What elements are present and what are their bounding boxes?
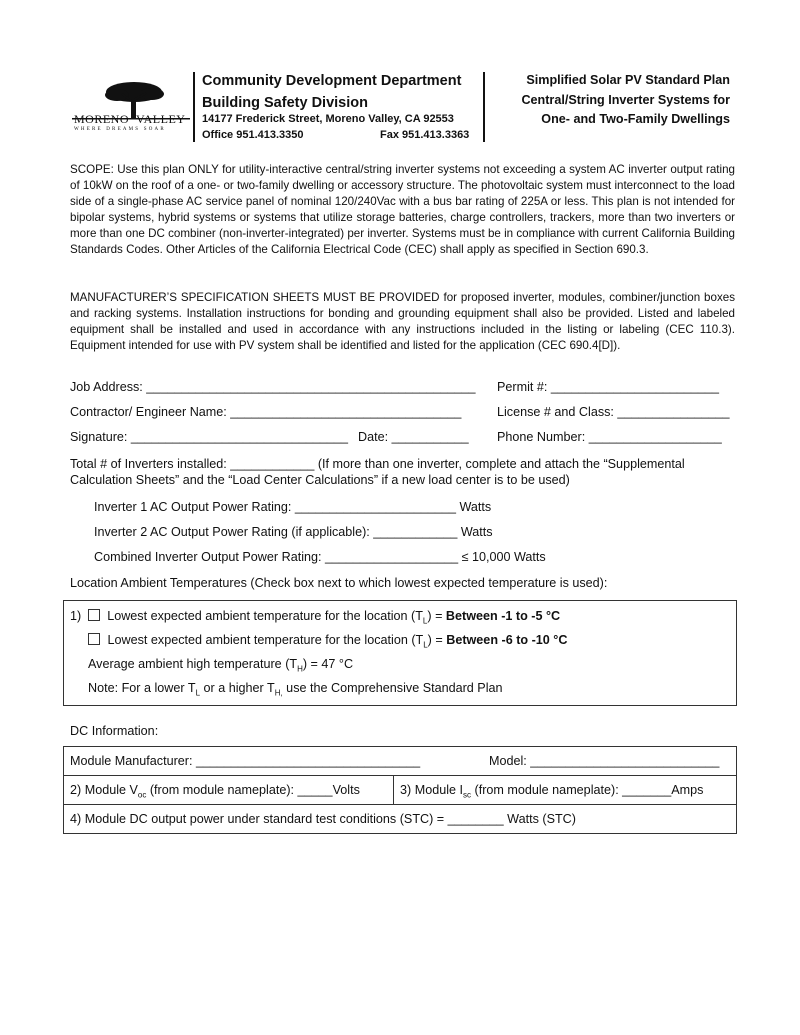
avg-high-temp: Average ambient high temperature $(T_H) = 47$ °C xyxy=(88,657,354,674)
module-voc-field[interactable]: 2) Module $V_{oc}$ (from module nameplate): _____Volts xyxy=(70,783,360,800)
dc-info-heading: DC Information: xyxy=(70,724,159,738)
logo-word-moreno: MORENO xyxy=(74,112,130,126)
temp-range2-checkbox[interactable] xyxy=(88,633,100,645)
contractor-field[interactable]: Contractor/ Engineer Name: _________________________________ xyxy=(70,405,462,419)
permit-field[interactable]: Permit #: ________________________ xyxy=(497,380,719,394)
temp-range2-label: Between -6 to -10 °C xyxy=(446,633,568,647)
module-manufacturer-field[interactable]: Module Manufacturer: ________________________________ xyxy=(70,754,421,768)
module-isc-field[interactable]: 3) Module $I_{sc}$ (from module nameplate): _______Amps xyxy=(400,783,704,800)
temp-option-2: Lowest expected ambient temperature for the location $(T_L)$ = Between -6 to -10 °C xyxy=(88,633,567,650)
header-divider-left xyxy=(193,72,195,142)
manufacturer-paragraph: MANUFACTURER’S SPECIFICATION SHEETS MUST BE PROVIDED for proposed inverter, modules, combiner/junction boxes and racking systems. Installation instructions for bonding and grounding equipment shall also be provided. Listed and labeled equipment shall be installed and used in accordance with any instructions included in the listing or labeling (CEC 110.3). Equipment intended for use with PV system shall be identified and listed for the application (CEC 690.4[D]). xyxy=(70,291,735,352)
temp-option-1: 1) Lowest expected ambient temperature for the location $(T_L)$ = Between -1 to -5 °C xyxy=(70,609,561,626)
phone-field[interactable]: Phone Number: ___________________ xyxy=(497,430,722,444)
module-stc-field[interactable]: 4) Module DC output power under standard test conditions (STC) = ________ Watts (STC) xyxy=(70,812,576,826)
department-address: 14177 Frederick Street, Moreno Valley, CA 92553 xyxy=(202,113,454,125)
fax-number: Fax 951.413.3363 xyxy=(380,129,470,141)
signature-field[interactable]: Signature: _______________________________ xyxy=(70,430,349,444)
inverter2-rating-field[interactable]: Inverter 2 AC Output Power Rating (if applicable): ____________ Watts xyxy=(94,525,493,539)
division-name: Building Safety Division xyxy=(202,95,368,111)
item-number: 1) xyxy=(70,609,82,623)
plan-title-line3: One- and Two-Family Dwellings xyxy=(541,112,730,126)
job-address-field[interactable]: Job Address: _______________________________________________ xyxy=(70,380,476,394)
scope-paragraph: SCOPE: Use this plan ONLY for utility-interactive central/string inverter systems not exceeding a system AC inverter output rating of 10kW on the roof of a one- or two-family dwelling or accessory structure. The photovoltaic system must interconnect to the load side of a single-phase AC service panel of nominal 120/240Vac with a bus bar rating of 225A or less. This plan is not intended for bipolar systems, hybrid systems or systems that utilize storage batteries, charge controllers, trackers, more than two inverters or more than one DC combiner (non-inverter-integrated) per inverter. Systems must be in compliance with current California Building Standards Codes. Other Articles of the California Electrical Code (CEC) shall apply as specified in Section 690.3. xyxy=(70,163,735,256)
license-field[interactable]: License # and Class: ________________ xyxy=(497,405,730,419)
temp-note: Note: For a lower $T_L$ or a higher $T_{H,}$ use the Comprehensive Standard Plan xyxy=(88,681,503,698)
module-model-field[interactable]: Model: ___________________________ xyxy=(489,754,720,768)
total-inverters-field[interactable]: Total # of Inverters installed: ____________ (If more than one inverter, complete and attach the “Supplemental Calculation Sheets” and the “Load Center Calculations” if a new load center is to be used) xyxy=(70,457,685,487)
location-temps-heading: Location Ambient Temperatures (Check box next to which lowest expected temperature is used): xyxy=(70,576,608,590)
plan-title-line2: Central/String Inverter Systems for xyxy=(521,93,730,107)
inverter1-rating-field[interactable]: Inverter 1 AC Output Power Rating: _______________________ Watts xyxy=(94,500,492,514)
temp-range1-checkbox[interactable] xyxy=(88,609,100,621)
office-phone: Office 951.413.3350 xyxy=(202,129,304,141)
header-divider-right xyxy=(483,72,485,142)
logo-word-valley: VALLEY xyxy=(136,112,186,126)
dc-row-divider-2 xyxy=(63,804,737,805)
city-logo xyxy=(72,80,190,140)
dc-col-divider xyxy=(393,775,394,804)
combined-rating-field[interactable]: Combined Inverter Output Power Rating: ___________________ ≤ 10,000 Watts xyxy=(94,550,546,564)
department-name: Community Development Department xyxy=(202,73,462,89)
plan-title-line1: Simplified Solar PV Standard Plan xyxy=(526,73,730,87)
date-field[interactable]: Date: ___________ xyxy=(358,430,469,444)
temp-range1-label: Between -1 to -5 °C xyxy=(445,609,561,623)
dc-row-divider-1 xyxy=(63,775,737,776)
logo-tagline: WHERE DREAMS SOAR xyxy=(74,127,166,132)
